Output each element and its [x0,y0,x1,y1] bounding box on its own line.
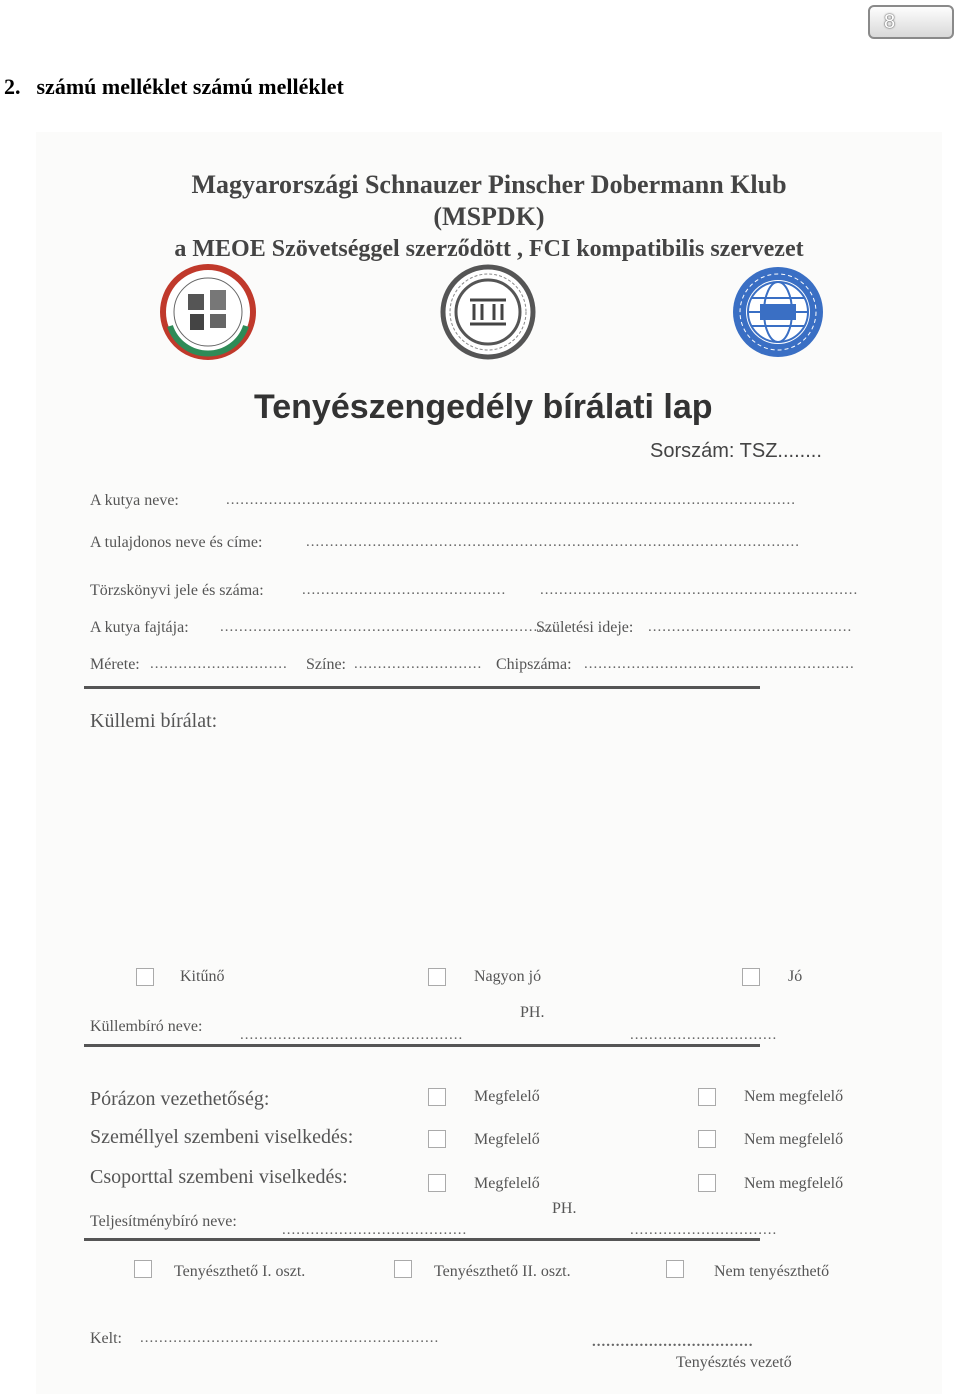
form-title: Tenyészengedély bírálati lap [254,388,713,426]
caption-number: 2. [4,74,21,99]
exterior-judge-line: ............................................... [240,1027,464,1043]
registry-line-2: ................................................................... [540,582,859,598]
caption-text: számú melléklet számú melléklet [36,74,344,99]
birth-line: ........................................... [648,619,853,635]
exterior-judge-label: Küllembíró neve: [90,1018,203,1035]
chip-label: Chipszáma: [496,656,572,673]
birth-label: Születési ideje: [536,619,634,636]
owner-label: A tulajdonos neve és címe: [90,534,263,551]
nagyon-jo-label: Nagyon jó [474,968,542,985]
performance-judge-line: ....................................... [282,1222,468,1238]
chip-line: ......................................................... [584,656,855,672]
not-breedable-label: Nem tenyészthető [714,1263,830,1280]
registry-label: Törzskönyvi jele és száma: [90,582,264,599]
performance-signature-line: ............................... [630,1222,778,1238]
kituno-label: Kitűnő [180,968,225,985]
person-behavior-label: Személlyel szembeni viselkedés: [90,1126,354,1148]
person-not-ok-checkbox[interactable] [698,1130,716,1148]
leash-not-ok-label: Nem megfelelő [744,1088,844,1105]
dog-name-line: ........................................................................................................................ [226,492,796,508]
leash-ok-checkbox[interactable] [428,1088,446,1106]
breed-label: A kutya fajtája: [90,619,189,636]
registry-line-1: ........................................... [302,582,507,598]
person-ok-label: Megfelelő [474,1131,540,1148]
size-line: ............................. [150,656,288,672]
date-line: ............................................................... [140,1330,440,1346]
divider-behavior [84,1238,760,1241]
breeding-lead-label: Tenyésztés vezető [676,1354,792,1371]
divider-top [84,686,760,689]
meoe-logo-icon [440,264,536,360]
kituno-checkbox[interactable] [136,968,154,986]
class-2-label: Tenyészthető II. oszt. [434,1263,571,1280]
size-label: Mérete: [90,656,140,673]
exterior-signature-line: ............................... [630,1027,778,1043]
mspdk-logo-icon [160,264,256,360]
scanned-form [36,132,942,1394]
leash-ok-label: Megfelelő [474,1088,540,1105]
divider-exterior [84,1044,760,1047]
nagyon-jo-checkbox[interactable] [428,968,446,986]
group-not-ok-label: Nem megfelelő [744,1175,844,1192]
not-breedable-checkbox[interactable] [666,1260,684,1278]
class-2-checkbox[interactable] [394,1260,412,1278]
dog-name-label: A kutya neve: [90,492,179,509]
serial-number: Sorszám: TSZ........ [650,440,822,462]
breeding-lead-signature-line: .................................. [592,1334,754,1350]
exterior-title: Küllemi bírálat: [90,710,218,732]
behavior-stamp: PH. [552,1200,577,1217]
person-not-ok-label: Nem megfelelő [744,1131,844,1148]
page-number-badge [868,5,954,39]
club-abbr: (MSPDK) [433,202,545,231]
color-line: ........................... [354,656,483,672]
fci-logo-icon [730,264,826,360]
leash-not-ok-checkbox[interactable] [698,1088,716,1106]
exterior-stamp: PH. [520,1004,545,1021]
club-name: Magyarországi Schnauzer Pinscher Dobermann Klub [191,170,787,199]
class-1-checkbox[interactable] [134,1260,152,1278]
group-not-ok-checkbox[interactable] [698,1174,716,1192]
group-behavior-label: Csoporttal szembeni viselkedés: [90,1166,348,1188]
leash-label: Pórázon vezethetőség: [90,1088,270,1110]
group-ok-label: Megfelelő [474,1175,540,1192]
person-ok-checkbox[interactable] [428,1130,446,1148]
date-label: Kelt: [90,1330,122,1347]
jo-label: Jó [788,968,803,985]
breed-line: ....................................................................... [220,619,558,635]
performance-judge-label: Teljesítménybíró neve: [90,1213,237,1230]
class-1-label: Tenyészthető I. oszt. [174,1263,306,1280]
club-subtitle: a MEOE Szövetséggel szerződött , FCI kompatibilis szervezet [174,236,804,262]
caption [4,74,344,100]
owner-line: ........................................................................................................ [306,534,800,550]
jo-checkbox[interactable] [742,968,760,986]
page-number: 8 [884,11,896,33]
color-label: Színe: [306,656,346,673]
group-ok-checkbox[interactable] [428,1174,446,1192]
